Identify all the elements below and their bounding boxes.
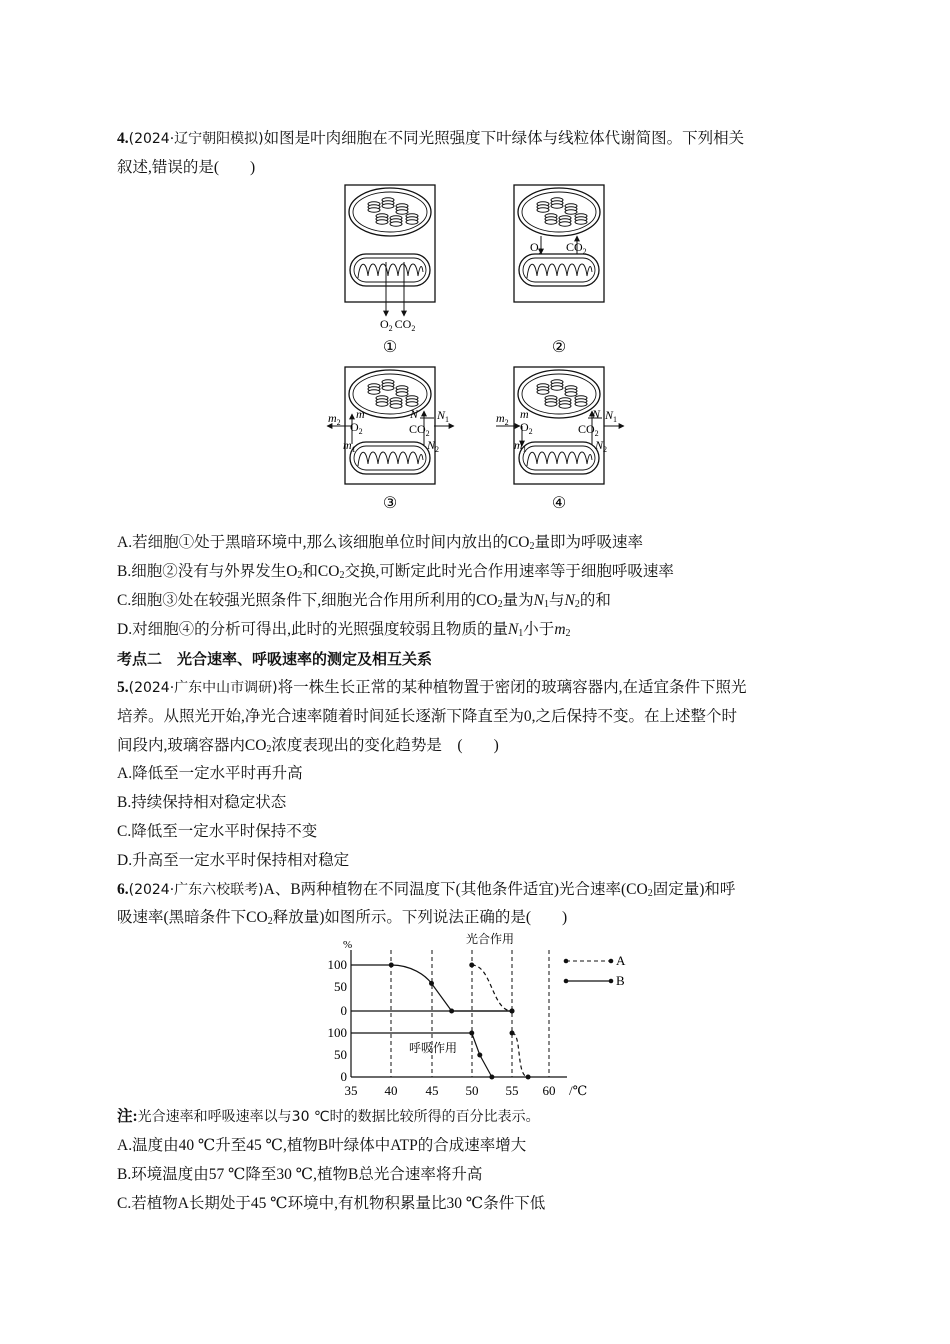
svg-text:O2: $O_2$ [520, 420, 533, 436]
q4-option-c: C.细胞③处在较强光照条件下,细胞光合作用所利用的$CO_2$量为$N_1$与$N_2$的和 [117, 592, 611, 610]
legend-a: A [616, 953, 626, 968]
section2-title: 考点二 光合速率、呼吸速率的测定及相互关系 [117, 650, 433, 668]
cell-label-3: ③ [382, 495, 398, 512]
q5-stem-line2: 培养。从照光开始,净光合速率随着时间延长逐渐下降直至为0,之后保持不变。在上述整个时 [117, 708, 738, 725]
q4-stem-text1: 如图是叶肉细胞在不同光照强度下叶绿体与线粒体代谢简图。下列相关 [263, 130, 745, 147]
svg-text:O2: $O_2$ [350, 420, 363, 436]
x-axis-label: /℃ [569, 1083, 588, 1098]
q6-note-label: 注: [117, 1108, 138, 1125]
series-1-point-4 [449, 1009, 454, 1014]
x-tick-40: 40 [384, 1083, 398, 1098]
svg-text:m1: $m_1$ [343, 438, 356, 454]
series-2-point-1 [469, 963, 474, 968]
series-3-point-4 [489, 1075, 494, 1080]
q4-stem-line2: 叙述,错误的是( ) [117, 159, 256, 176]
svg-text:m1: $m_1$ [514, 438, 527, 454]
series-1-point-2 [389, 963, 394, 968]
legend [564, 953, 626, 988]
q5-stem-line1: 5.(2024·广东中山市调研)将一株生长正常的某种植物置于密闭的玻璃容器内,在适宜条件下照光 [117, 679, 747, 696]
chloroplast-1 [349, 188, 431, 236]
q5-option-c: C.降低至一定水平时保持不变 [117, 823, 318, 840]
q4-option-a: A.若细胞①处于黑暗环境中,那么该细胞单位时间内放出的$CO_2$量即为呼吸速率 [117, 534, 643, 552]
series-3-point-2 [469, 1031, 474, 1036]
q4-cell-figure [0, 0, 950, 520]
q6-option-b: B.环境温度由57 ℃降至30 ℃,植物B总光合速率将升高 [117, 1166, 483, 1183]
svg-text:O2CO2: $O_2$ $CO_2$ [380, 317, 416, 333]
panel-title-respiration: 呼吸作用 [408, 1041, 458, 1055]
q6-note-text: 光合速率和呼吸速率以与30 ℃时的数据比较所得的百分比表示。 [137, 1109, 540, 1125]
q5-option-a: A.降低至一定水平时再升高 [117, 765, 303, 782]
x-tick-35: 35 [344, 1083, 358, 1098]
cell-label-1: ① [382, 339, 398, 356]
series-3-point-3 [477, 1053, 482, 1058]
q6-stem-line2: 吸速率(黑暗条件下$CO_2$释放量)如图所示。下列说法正确的是( ) [117, 909, 568, 927]
x-tick-60: 60 [542, 1083, 556, 1098]
x-tick-50: 50 [465, 1083, 479, 1098]
cell-label-2: ② [551, 339, 567, 356]
q5-stem-line3: 间段内,玻璃容器内$CO_2$浓度表现出的变化趋势是 ( ) [117, 737, 499, 755]
svg-text:m: m [356, 407, 365, 421]
mitochondrion-2 [519, 254, 599, 286]
cell-2 [514, 185, 604, 356]
cell-label-4: ④ [551, 495, 567, 512]
q6-note [117, 1106, 540, 1128]
chloroplast-2 [518, 188, 600, 236]
svg-text:N2: $N_2$ [427, 438, 440, 454]
svg-text:m2: $m_2$ [328, 411, 341, 427]
svg-text:N: N [410, 407, 419, 421]
y-tick-upper-50: 50 [334, 979, 347, 994]
y-tick-upper-0: 0 [340, 1003, 347, 1018]
svg-text:CO2: $CO_2$ [578, 422, 599, 438]
q6-stem-line1: 6.(2024·广东六校联考)A、B两种植物在不同温度下(其他条件适宜)光合速率($CO_2$固定量)和呼 [117, 881, 736, 899]
svg-text:N1: $N_1$ [437, 408, 450, 424]
y-axis-label: % [343, 939, 353, 951]
svg-text:N1: $N_1$ [605, 408, 618, 424]
y-tick-lower-0: 0 [340, 1069, 347, 1084]
q4-source: (2024·辽宁朝阳模拟) [128, 131, 264, 147]
q6-rate-chart [0, 928, 950, 1103]
legend-b: B [616, 973, 625, 988]
y-tick-lower-100: 100 [327, 1025, 347, 1040]
series-line-3 [351, 1033, 492, 1077]
q6-option-c: C.若植物A长期处于45 ℃环境中,有机物积累量比30 ℃条件下低 [117, 1195, 546, 1212]
x-tick-55: 55 [505, 1083, 519, 1098]
cell-3 [327, 367, 454, 512]
cell-1 [345, 185, 435, 356]
q4-number: 4. [117, 130, 129, 147]
cell-4 [496, 367, 624, 512]
svg-text:N2: $N_2$ [595, 438, 608, 454]
y-tick-upper-100: 100 [327, 957, 347, 972]
y-tick-lower-50: 50 [334, 1047, 347, 1062]
panel-title-photosynthesis: 光合作用 [465, 932, 515, 946]
series-4-point-1 [510, 1031, 515, 1036]
series-4-point-2 [526, 1075, 531, 1080]
q4-option-b: B.细胞②没有与外界发生$O_2$和$CO_2$交换,可断定此时光合作用速率等于细胞呼吸速率 [117, 563, 674, 581]
svg-text:CO2: $CO_2$ [566, 240, 587, 256]
svg-text:m: m [520, 407, 529, 421]
x-tick-45: 45 [425, 1083, 439, 1098]
series-2-point-2 [510, 1009, 515, 1014]
chloroplast-4 [518, 370, 600, 418]
series-line-4 [512, 1033, 528, 1077]
svg-text:m2: $m_2$ [496, 411, 509, 427]
series-line-2 [472, 965, 512, 1011]
q6-option-a: A.温度由40 ℃升至45 ℃,植物B叶绿体中ATP的合成速率增大 [117, 1137, 527, 1154]
q4-option-d: D.对细胞④的分析可得出,此时的光照强度较弱且物质的量$N_1$小于$m_2$ [117, 621, 571, 639]
mitochondrion-1 [350, 254, 430, 286]
svg-text:N: N [592, 407, 601, 421]
series-1-point-3 [429, 981, 434, 986]
q5-option-d: D.升高至一定水平时保持相对稳定 [117, 852, 350, 869]
mitochondrion-3 [350, 442, 430, 474]
svg-text:CO2: $CO_2$ [409, 422, 430, 438]
q5-option-b: B.持续保持相对稳定状态 [117, 794, 287, 811]
svg-text:O2: $O_2$ [530, 240, 543, 256]
mitochondrion-4 [519, 442, 599, 474]
